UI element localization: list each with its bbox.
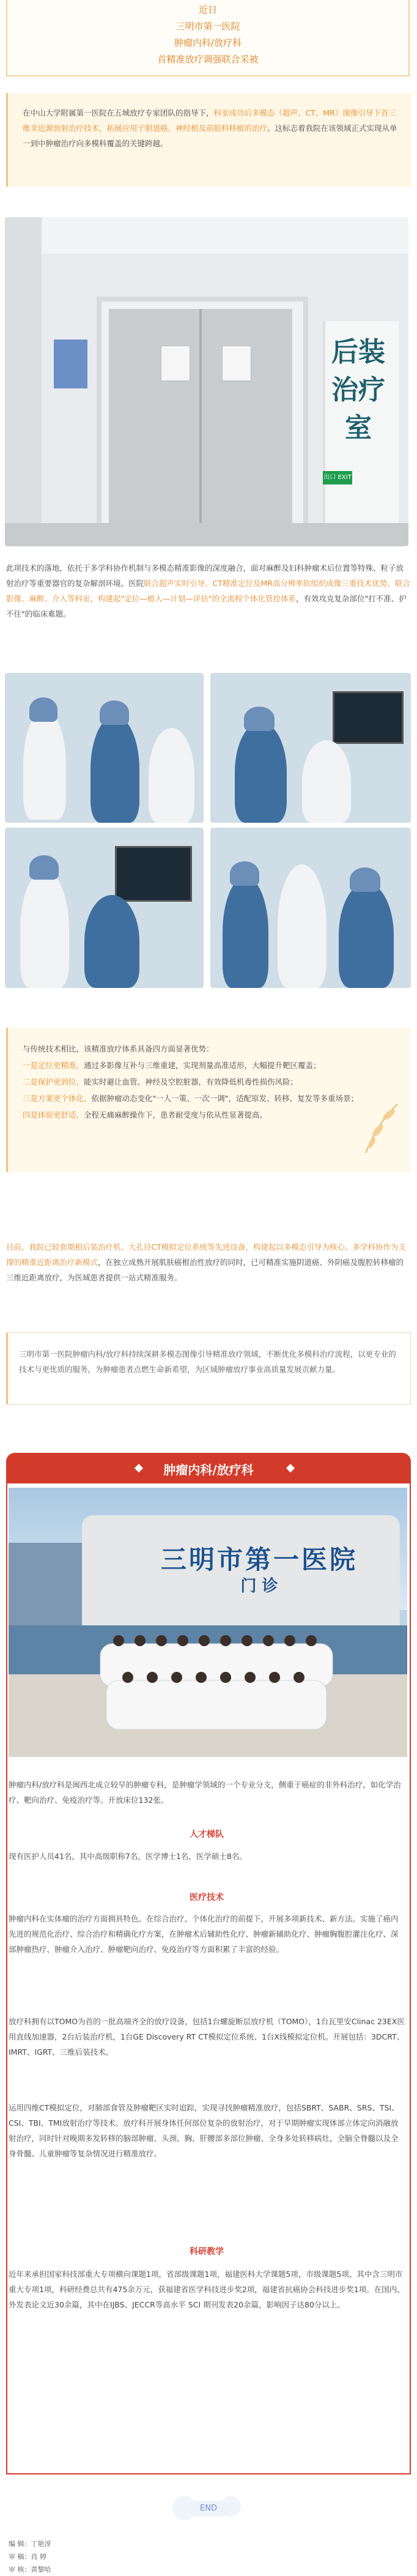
hospital-sign: 三明市第一医院 — [160, 1545, 358, 1575]
radiation-warning-sign — [222, 346, 251, 381]
intro-highlight: 科室成功后多模态（超声、CT、MR）图像引导下首三维非近源放射治疗技术，拓展应用于胆道癌、神经根及前胶科移植的治疗 — [23, 108, 396, 133]
staff-group — [94, 1619, 339, 1735]
notice-poster — [54, 340, 87, 388]
staff-text: 现有医护人员41名，其中高级职称7名，医学博士1名，医学硕士8名。 — [9, 1852, 247, 1861]
treatment-room-label: 后装治疗室 — [331, 336, 385, 444]
department-banner — [6, 1453, 411, 1483]
department-description: 肿瘤内科/放疗科是闽西北成立较早的肿瘤专科，是肿瘤学领域的一个专业分支，侧重于癌症的非外科治疗，如化学治疗、靶向治疗、免疫治疗等。开放床位132张。 — [9, 1780, 401, 1805]
credit-approver: 审 核：黄黎哈 — [9, 2566, 51, 2574]
department-banner-title: 肿瘤内科/放疗科 — [163, 1463, 254, 1477]
outpatient-sign: 门 诊 — [240, 1577, 278, 1595]
credits — [9, 2537, 51, 2576]
technique-text-b: ，有效攻克复杂部位"打不准、护不住"的临床难题。 — [6, 594, 407, 618]
procedure-photo-2 — [210, 673, 411, 823]
status-text: ，在独立成熟开展肌肤癌根治性放疗的同时，已可精准实施阴道癌、外阴癌及腹腔转移瘤的三维近距离放疗，为医域患者提供一站式精准服务。 — [6, 1258, 404, 1282]
end-badge: END — [188, 2501, 229, 2517]
advantage-item: 三是方案更个体化，依据肿瘤动态变化"一人一策、一次一调"，适配原发、转移、复发等多重场景； — [23, 1094, 359, 1103]
status-highlight: 目前，我院已较套期相后装治疗机、大孔径CT模拟定位系统等先进设备，构建起以多模态引导为核心、多学科协作为支撑的精准近距离治疗新模式 — [6, 1242, 406, 1267]
technique-paragraph — [6, 560, 411, 622]
advantage-item: 二是保护更到位，能实时避让血管、神经及空腔脏器，有效降低机毒性损伤风险； — [23, 1077, 298, 1086]
header-line-achievement: 首精准放疗调强联合采被 — [157, 54, 259, 65]
intro-text-a: 在中山大学附属第一医院在五城放疗专家团队的指导下， — [23, 108, 214, 117]
intro-box — [6, 93, 411, 187]
summary-text: 三明市第一医院肿瘤内科/放疗科持续深耕多模态图像引导精准放疗领域，不断优化多模科治疗流程，以更专业的技术与更优质的服务，为肿瘤患者点燃生命新希望，为区域肿瘤放疗事业高质量发展贡献力量。 — [19, 1349, 396, 1374]
credit-reviewer: 审 稿：肖 婷 — [9, 2553, 46, 2561]
procedure-photo-3 — [5, 828, 204, 988]
current-status-paragraph — [6, 1239, 411, 1285]
brachytherapy-room-photo — [5, 217, 408, 546]
research-text: 近年来承担国家科技部重大专项横向课题1项，省部级课题1项，福建医科大学课题5项，市级课题5项，其中含三明市重大专项1项，科研经费总共有475余万元，获福建省医学科技进步奖2项，福建省抗癌协会科技进步奖1项。在国内、外发表论文近30余篇，其中在IJBS、JECCR等高水平 SCI 期刊发表20余篇，影响因子达80分以上。 — [9, 2270, 405, 2309]
radiation-warning-sign — [161, 346, 190, 381]
tech-section-title: 医疗技术 — [190, 1893, 224, 1902]
summary-quote-box — [6, 1332, 411, 1405]
research-section-title: 科研教学 — [190, 2247, 224, 2257]
intro-text-c: 。这标志着我院在该领域正式实现从单一到中肿瘤治疗向多模科覆盖的关键跨越。 — [23, 124, 397, 148]
hospital-team-photo — [9, 1488, 407, 1757]
procedure-photo-1 — [5, 673, 204, 823]
advantages-box — [6, 1028, 411, 1172]
radiotherapy-service-text: 运用四维CT模拟定位，对肺部食管及肿瘤靶区实时追踪，实现寻找肿瘤精准放疗，包括SBRT、SABR、SRS、TSI、CSI、TBI、TMI放射治疗等技术。放疗科开展身体任何部位复杂的放射治疗，对于早期肿瘤实现体部立体定向消融放射治疗，同时针对晚期多发转移的脑部肿瘤、头颈、胸、肝腰部多部位肿瘤、全身多处转移病灶，全脑全脊髓以及全身骨髓、儿童肿瘤等复杂情况进行精准放疗。 — [9, 2103, 399, 2158]
technique-highlight: 联合超声实时引导、CT精准定位及MR高分辨率软组织成像三重技术优势，联合影像、麻醉、介入等科室，构建起"定位—植入—计划—评估"的全流程个体化管控体系 — [6, 579, 410, 603]
equipment-text: 放疗科拥有以TOMO为首的一批高端齐全的放疗设备，包括1台螺旋断层放疗机（TOMO），1台瓦里安Clinac 23EX医用直线加速器，2台后装治疗机，1台GE Discovery RT CT模拟定位系统、1台X线模拟定位机。开展包括：3DCRT、IMRT、IGRT、三维后装技术。 — [9, 2017, 405, 2057]
staff-section-title: 人才梯队 — [190, 1830, 224, 1839]
header-line-date: 近日 — [198, 4, 217, 15]
end-marker — [0, 2490, 417, 2526]
advantages-intro: 与传统技术相比，该精准放疗体系具备四方面显著优势： — [23, 1044, 214, 1053]
tech-text: 肿瘤内科在实体瘤的治疗方面拥具特色。在综合治疗、个体化治疗的前提下，开展多项新技术、新方法。实施了癌内先进的规范化治疗、综合治疗和精确化疗方案，在肿瘤术后辅助性化疗、肿瘤新辅助化疗、肿瘤胸腹腔灌注化疗、深部肿瘤热疗、肿瘤介入治疗、肿瘤靶向治疗、免疫治疗等方面积累了丰富的经验。 — [9, 1914, 399, 1954]
procedure-photo-4 — [210, 828, 411, 988]
header-line-department: 肿瘤内科/放疗科 — [174, 37, 242, 48]
header-line-hospital: 三明市第一医院 — [175, 21, 240, 32]
exit-sign: 出口 EXIT — [323, 471, 352, 484]
leaf-icon — [360, 1101, 402, 1156]
advantage-item: 四是体验更舒适，全程无痛麻醉操作下，患者耐受度与依从性显著提高。 — [23, 1110, 268, 1119]
technique-text-a: 此项技术的落地，依托于多学科协作机制与多模态精准影像的深度融合，面对麻醉及妇科肿瘤术后位置等特殊、粒子放射治疗等重要器官的复杂解剖环境。医院 — [6, 563, 404, 588]
header-box — [6, 0, 410, 76]
advantage-item: 一是定位更精准，通过多影像互补与三维重建，实现剂量高准适形，大幅提升靶区覆盖； — [23, 1061, 321, 1070]
credit-editor: 编 辑：丁艳淳 — [9, 2540, 51, 2548]
